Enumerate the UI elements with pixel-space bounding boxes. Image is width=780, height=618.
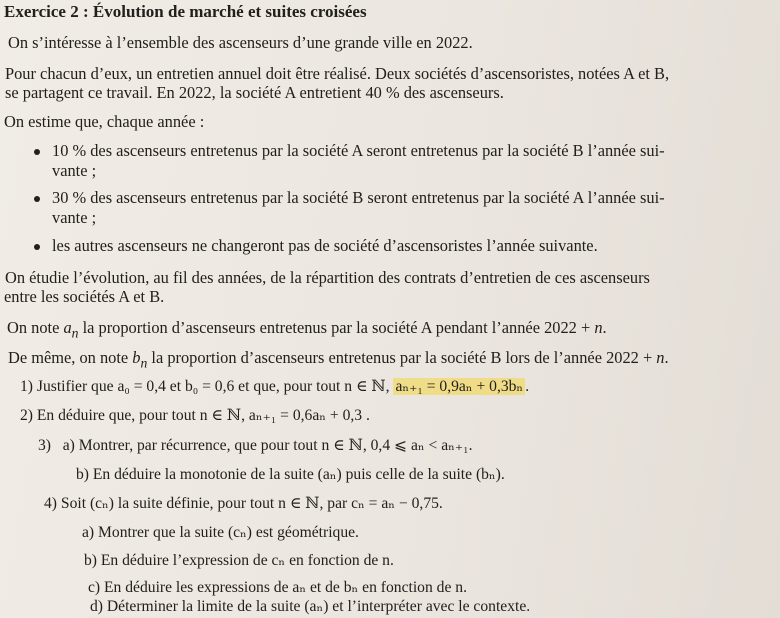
question-4d: d) Déterminer la limite de la suite (aₙ) et l’interpréter avec le contexte. (90, 598, 531, 615)
question-2: 2) En déduire que, pour tout n ∈ ℕ, aₙ₊₁ = 0,6aₙ + 0,3 . (20, 407, 370, 424)
highlighted-formula: aₙ₊₁ = 0,9aₙ + 0,3bₙ (395, 378, 524, 395)
estimate-line: On estime que, chaque année : (4, 112, 205, 131)
question-4a: a) Montrer que la suite (cₙ) est géométrique. (82, 524, 359, 541)
evolution-line-2: entre les sociétés A et B. (4, 287, 165, 306)
bullet-dot-3 (34, 244, 40, 250)
bullet-dot-2 (34, 196, 40, 202)
intro-line-2: Pour chacun d’eux, un entretien annuel doit être réalisé. Deux sociétés d’ascensoristes, notées A et B, (5, 64, 670, 83)
intro-line-1: On s’intéresse à l’ensemble des ascenseurs d’une grande ville en 2022. (8, 33, 473, 52)
bullet-2-line-2: vante ; (52, 208, 97, 227)
bullet-3-line-1: les autres ascenseurs ne changeront pas de société d’ascensoristes l’année suivante. (52, 236, 598, 255)
question-4: 4) Soit (cₙ) la suite définie, pour tout n ∈ ℕ, par cₙ = aₙ − 0,75. (44, 495, 443, 512)
question-3b: b) En déduire la monotonie de la suite (aₙ) puis celle de la suite (bₙ). (76, 466, 505, 483)
question-3a: 3) a) Montrer, par récurrence, que pour tout n ∈ ℕ, 0,4 ⩽ aₙ < aₙ₊₁. (38, 437, 473, 454)
question-4c: c) En déduire les expressions de aₙ et de bₙ en fonction de n. (88, 579, 467, 596)
bullet-1-line-1: 10 % des ascenseurs entretenus par la société A seront entretenus par la société B l’année sui- (52, 141, 665, 160)
question-1: 1) Justifier que a₀ = 0,4 et b₀ = 0,6 et que, pour tout n ∈ ℕ, aₙ₊₁ = 0,9aₙ + 0,3bₙ . (20, 378, 530, 395)
bullet-2-line-1: 30 % des ascenseurs entretenus par la société B seront entretenus par la société A l’année sui- (52, 188, 665, 207)
bullet-1-line-2: vante ; (52, 161, 97, 180)
question-4b: b) En déduire l’expression de cₙ en fonction de n. (84, 552, 394, 569)
evolution-line-1: On étudie l’évolution, au fil des années, de la répartition des contrats d’entretien de ces ascenseurs (5, 268, 650, 287)
exercise-title: Exercice 2 : Évolution de marché et suites croisées (4, 2, 367, 21)
intro-line-3: se partagent ce travail. En 2022, la société A entretient 40 % des ascenseurs. (5, 83, 504, 102)
bullet-dot-1 (34, 149, 40, 155)
definition-b: De même, on note $b_n$ la proportion d’ascenseurs entretenus par la société B lors de l’année 2022 + n. (8, 348, 669, 371)
definition-a: On note $a_n$ la proportion d’ascenseurs entretenus par la société A pendant l’année 2022 + n. (7, 318, 607, 341)
